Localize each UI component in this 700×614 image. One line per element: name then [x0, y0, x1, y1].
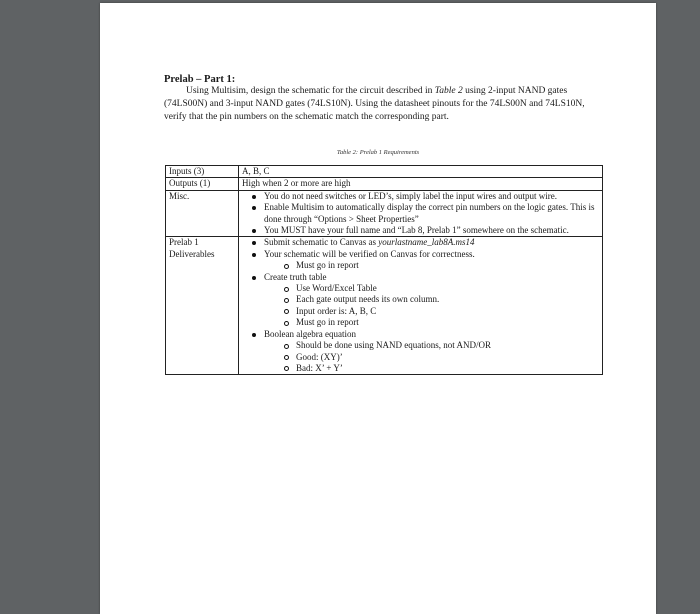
section-heading: Prelab – Part 1:: [164, 74, 236, 85]
inputs-label: Inputs (3): [166, 166, 239, 178]
sub-list-item: Each gate output needs its own column.: [296, 294, 599, 305]
submit-text: Submit schematic to Canvas as: [264, 237, 379, 248]
table-reference: Table 2: [434, 86, 463, 96]
intro-paragraph: [164, 85, 594, 124]
list-item: [264, 249, 599, 272]
list-item: [264, 237, 599, 248]
table-row: [166, 237, 603, 375]
sub-list-item: Must go in report: [296, 260, 599, 271]
deliverables-label: Prelab 1 Deliverables: [166, 237, 239, 375]
truth-table-text: Create truth table: [264, 271, 327, 282]
sub-list-item: Good: (XY)’: [296, 352, 599, 363]
list-item: You do not need switches or LED’s, simply label the input wires and output wire.: [264, 191, 599, 202]
sub-list-item: Use Word/Excel Table: [296, 283, 599, 294]
sub-list-item: Must go in report: [296, 317, 599, 328]
requirements-table: [165, 165, 603, 375]
table-caption: Table 2: Prelab 1 Requirements: [336, 149, 420, 156]
sub-list: [264, 260, 599, 271]
list-item: [264, 329, 599, 375]
list-item: [264, 272, 599, 329]
deliverables-cell: [239, 237, 603, 375]
sub-list-item: Bad: X’ + Y’: [296, 363, 599, 374]
verified-text: Your schematic will be verified on Canvas for correctness.: [264, 248, 475, 259]
outputs-label: Outputs (1): [166, 178, 239, 190]
list-item: You MUST have your full name and “Lab 8, Prelab 1” somewhere on the schematic.: [264, 225, 599, 236]
misc-label: Misc.: [166, 190, 239, 237]
intro-text-2: using 2-input NAND gates (74LS00N) and 3-input NAND gates (74LS10N). Using the datasheet pinouts for the 74LS00N and 74LS10N, verify that the pin numbers on the schematic match the corresponding part.: [164, 86, 585, 122]
misc-list: [242, 191, 599, 237]
deliverables-list: [242, 237, 599, 374]
sub-list-item: Input order is: A, B, C: [296, 306, 599, 317]
table-row: [166, 166, 603, 178]
table-row: [166, 178, 603, 190]
intro-text-1: Using Multisim, design the schematic for the circuit described in: [186, 86, 435, 96]
list-item: Enable Multisim to automatically display the correct pin numbers on the logic gates. This is done through “Options > Sheet Properties”: [264, 202, 599, 225]
misc-cell: [239, 190, 603, 237]
sub-list: [264, 340, 599, 374]
inputs-value: A, B, C: [239, 166, 603, 178]
table-row: [166, 190, 603, 237]
document-page: [100, 3, 656, 614]
sub-list: [264, 283, 599, 329]
sub-list-item: Should be done using NAND equations, not AND/OR: [296, 340, 599, 351]
boolean-text: Boolean algebra equation: [264, 328, 356, 339]
submit-filename: yourlastname_lab8A.ms14: [378, 237, 475, 248]
outputs-value: High when 2 or more are high: [239, 178, 603, 190]
